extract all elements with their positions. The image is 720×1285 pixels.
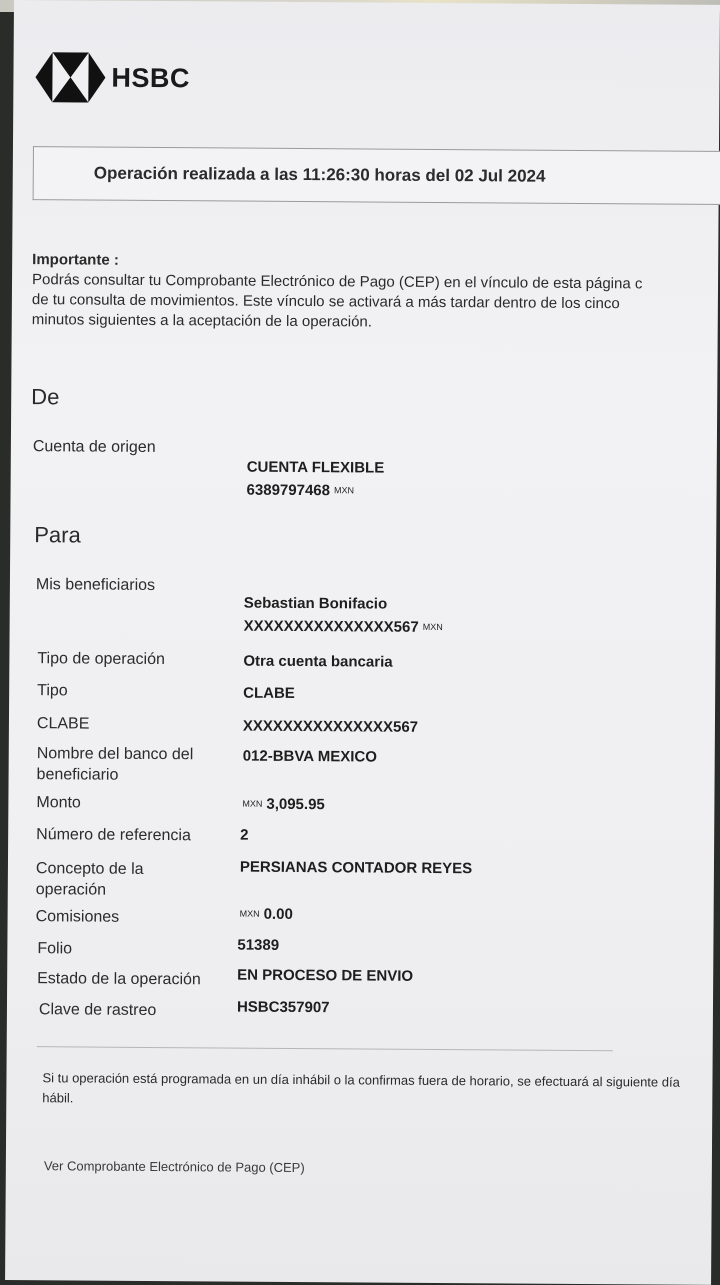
view-cep-link[interactable]: Ver Comprobante Electrónico de Pago (CEP): [43, 1158, 305, 1176]
detail-label: Estado de la operación: [37, 970, 201, 989]
commission-value: 0.00: [263, 905, 293, 923]
hsbc-logo: [35, 52, 190, 103]
detail-value: HSBC357907: [236, 998, 330, 1017]
commission-currency: MXN: [239, 908, 260, 919]
origin-account-label: Cuenta de origen: [32, 438, 156, 456]
origin-account-name: CUENTA FLEXIBLE: [246, 458, 385, 477]
important-line-1: Podrás consultar tu Comprobante Electrónico de Pago (CEP) en el vínculo de esta página c: [31, 271, 643, 293]
origin-account-number-row: [247, 480, 359, 502]
detail-label: CLABE: [36, 715, 90, 733]
divider: [37, 1046, 613, 1051]
detail-label: Monto: [36, 794, 81, 812]
important-line-2: de tu consulta de movimientos. Este vínculo se activará a más tardar dentro de los cinco: [31, 291, 620, 313]
commission-row: [240, 904, 293, 925]
beneficiaries-label: Mis beneficiarios: [35, 576, 156, 594]
detail-label: Concepto de la operación: [35, 860, 144, 899]
operation-banner: [33, 146, 720, 205]
detail-value: EN PROCESO DE ENVIO: [237, 966, 414, 985]
brand-name: HSBC: [111, 62, 191, 93]
operation-timestamp: Operación realizada a las 11:26:30 horas del 02 Jul 2024: [93, 163, 546, 186]
detail-label: Tipo: [37, 682, 68, 700]
beneficiary-account-row: [244, 616, 447, 638]
detail-value: PERSIANAS CONTADOR REYES: [239, 858, 473, 878]
detail-label: Comisiones: [35, 908, 120, 926]
schedule-footnote: Si tu operación está programada en un día inhábil o la confirmas fuera de horario, se efectuará al siguiente día hábil.: [42, 1070, 680, 1106]
detail-label: Folio: [37, 940, 73, 958]
hsbc-hexagon-icon: [35, 52, 105, 102]
origin-currency: MXN: [333, 485, 355, 496]
beneficiary-account: XXXXXXXXXXXXXXX567: [243, 617, 419, 636]
important-line-3: minutos siguientes a la aceptación de la operación.: [31, 311, 373, 331]
beneficiary-name: Sebastian Bonifacio: [243, 594, 388, 613]
amount-value: 3,095.95: [266, 795, 325, 814]
detail-value: 51389: [237, 936, 280, 954]
detail-label: Nombre del banco del beneficiario: [36, 745, 194, 784]
important-notice: [32, 250, 720, 335]
detail-value: CLABE: [243, 684, 295, 702]
detail-label: Tipo de operación: [37, 650, 165, 669]
detail-value: XXXXXXXXXXXXXXX567: [242, 717, 419, 736]
from-section-title: De: [31, 384, 60, 410]
detail-label: Clave de rastreo: [38, 1001, 157, 1020]
detail-value: Otra cuenta bancaria: [243, 652, 393, 671]
detail-value: 2: [240, 826, 249, 844]
amount-row: [242, 794, 325, 816]
detail-label: Número de referencia: [36, 826, 191, 845]
amount-currency: MXN: [242, 798, 263, 809]
detail-value: 012-BBVA MEXICO: [242, 747, 377, 766]
to-section-title: Para: [34, 522, 81, 548]
receipt-paper: [5, 0, 720, 1285]
beneficiary-currency: MXN: [422, 621, 443, 633]
origin-account-number: 6389797468: [246, 481, 331, 500]
important-heading: Importante :: [32, 251, 119, 269]
